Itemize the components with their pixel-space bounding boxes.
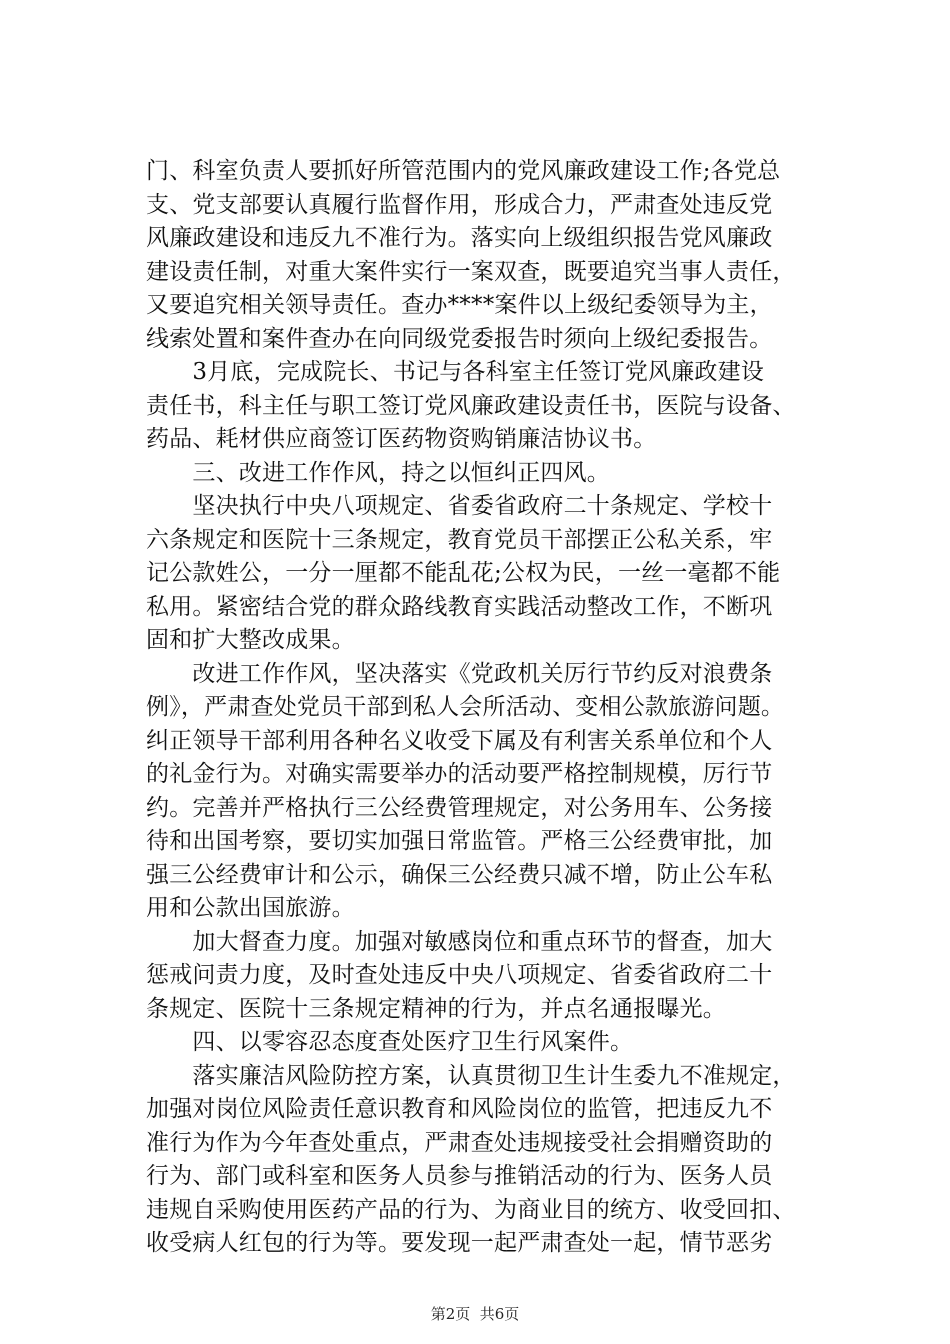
body-text: [146, 155, 846, 1261]
text-line: 改进工作作风，坚决落实《党政机关厉行节约反对浪费条: [146, 660, 773, 687]
text-line: 支、党支部要认真履行监督作用，形成合力，严肃查处违反党: [146, 191, 773, 218]
text-line: 违规自采购使用医药产品的行为、为商业目的统方、收受回扣、: [146, 1196, 796, 1223]
text-line: 药品、耗材供应商签订医药物资购销廉洁协议书。: [146, 426, 657, 452]
text-line: 约。完善并严格执行三公经费管理规定，对公务用车、公务接: [146, 794, 773, 821]
text-line: 记公款姓公，一分一厘都不能乱花;公权为民，一丝一毫都不能: [146, 560, 781, 586]
text-line: 纠正领导干部利用各种名义收受下属及有利害关系单位和个人: [146, 727, 773, 754]
text-line: 线索处置和案件查办在向同级党委报告时须向上级纪委报告。: [146, 325, 773, 352]
text-line: 私用。紧密结合党的群众路线教育实践活动整改工作，不断巩: [146, 593, 773, 620]
text-line: 加大督查力度。加强对敏感岗位和重点环节的督查，加大: [146, 928, 773, 955]
text-line: 风廉政建设和违反九不准行为。落实向上级组织报告党风廉政: [146, 225, 773, 251]
text-line: 准行为作为今年查处重点，严肃查处违规接受社会捐赠资助的: [146, 1129, 773, 1156]
text-line: 行为、部门或科室和医务人员参与推销活动的行为、医务人员: [146, 1163, 773, 1189]
text-line: 建设责任制，对重大案件实行一案双查，既要追究当事人责任，: [146, 258, 796, 285]
text-line: 三、改进工作作风，持之以恒纠正四风。: [146, 459, 610, 486]
text-line: 落实廉洁风险防控方案，认真贯彻卫生计生委九不准规定，: [146, 1062, 796, 1089]
text-line: 条规定、医院十三条规定精神的行为，并点名通报曝光。: [146, 995, 726, 1022]
text-line: 固和扩大整改成果。: [146, 627, 355, 653]
text-line: 又要追究相关领导责任。查办****案件以上级纪委领导为主，: [146, 292, 773, 318]
text-line: 惩戒问责力度，及时查处违反中央八项规定、省委省政府二十: [146, 962, 773, 988]
text-line: 3月底，完成院长、书记与各科室主任签订党风廉政建设: [146, 359, 765, 385]
text-line: 四、以零容忍态度查处医疗卫生行风案件。: [146, 1029, 634, 1055]
text-line: 例》，严肃查处党员干部到私人会所活动、变相公款旅游问题。: [146, 694, 785, 720]
text-line: 责任书，科主任与职工签订党风廉政建设责任书，医院与设备、: [146, 392, 796, 419]
text-line: 六条规定和医院十三条规定，教育党员干部摆正公私关系，牢: [146, 526, 773, 553]
text-line: 强三公经费审计和公示，确保三公经费只减不增，防止公车私: [146, 861, 773, 888]
page-footer: 第2页 共6页: [430, 1305, 520, 1323]
text-line: 门、科室负责人要抓好所管范围内的党风廉政建设工作;各党总: [146, 158, 781, 184]
text-line: 待和出国考察，要切实加强日常监管。严格三公经费审批，加: [146, 828, 773, 854]
text-line: 用和公款出国旅游。: [146, 895, 355, 921]
text-line: 的礼金行为。对确实需要举办的活动要严格控制规模，厉行节: [146, 761, 773, 787]
text-line: 坚决执行中央八项规定、省委省政府二十条规定、学校十: [146, 493, 773, 519]
text-line: 加强对岗位风险责任意识教育和风险岗位的监管，把违反九不: [146, 1096, 773, 1122]
text-line: 收受病人红包的行为等。要发现一起严肃查处一起，情节恶劣: [146, 1230, 773, 1256]
